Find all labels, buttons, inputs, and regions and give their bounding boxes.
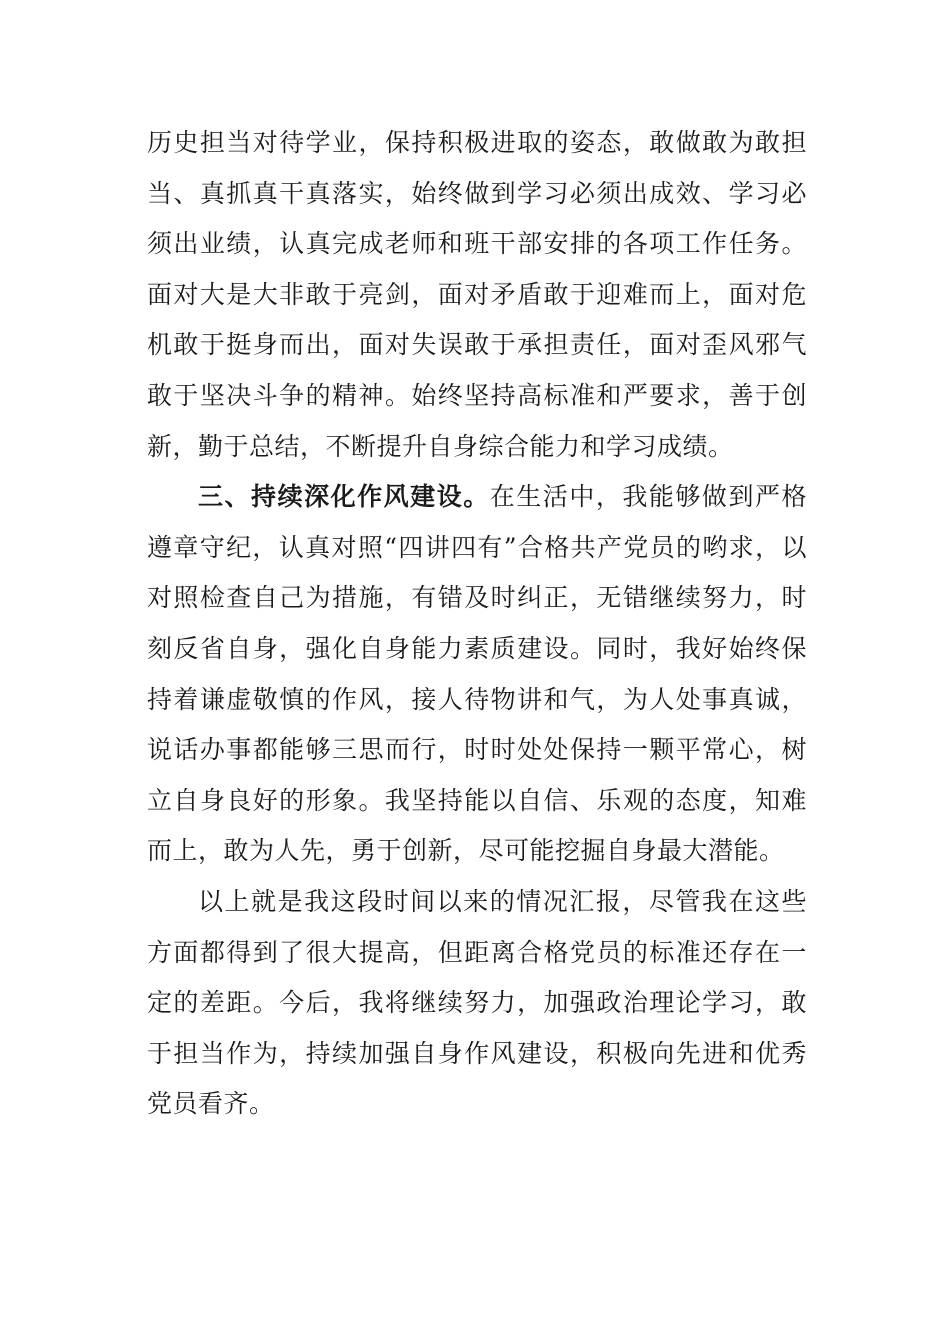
paragraph-text: 历史担当对待学业，保持积极进取的姿态，敢做敢为敢担当、真抓真干真落实，始终做到学习必须出成效、学习必须出业绩，认真完成老师和班干部安排的各项工作任务。面对大是大非敢于亮剑，面对矛盾敢于迎难而上，面对危机敢于挺身而出，面对失误敢于承担责任，面对歪风邪气敢于坚决斗争的精神。始终坚持高标准和严要求，善于创新，勤于总结，不断提升自身综合能力和学习成绩。 [147, 128, 807, 461]
section-heading: 三、持续深化作风建设。 [198, 482, 490, 512]
paragraph-text: 以上就是我这段时间以来的情况汇报，尽管我在这些方面都得到了很大提高，但距离合格党员的标准还存在一定的差距。今后，我将继续努力，加强政治理论学习，敢于担当作为，持续加强自身作风建设，积极向先进和优秀党员看齐。 [147, 886, 807, 1119]
document-body [147, 118, 807, 1130]
paragraph-conclusion [147, 877, 807, 1130]
paragraph-text: 在生活中，我能够做到严格遵章守纪，认真对照“四讲四有”合格共产党员的哟求，以对照检查自己为措施，有错及时纠正，无错继续努力，时刻反省自身，强化自身能力素质建设。同时，我好始终保持着谦虚敬慎的作风，接人待物讲和气，为人处事真诚，说话办事都能够三思而行，时时处处保持一颗平常心，树立自身良好的形象。我坚持能以自信、乐观的态度，知难而上，敢为人先，勇于创新，尽可能挖掘自身最大潜能。 [147, 482, 807, 866]
paragraph-section-three [147, 472, 807, 877]
paragraph-continuation [147, 118, 807, 472]
